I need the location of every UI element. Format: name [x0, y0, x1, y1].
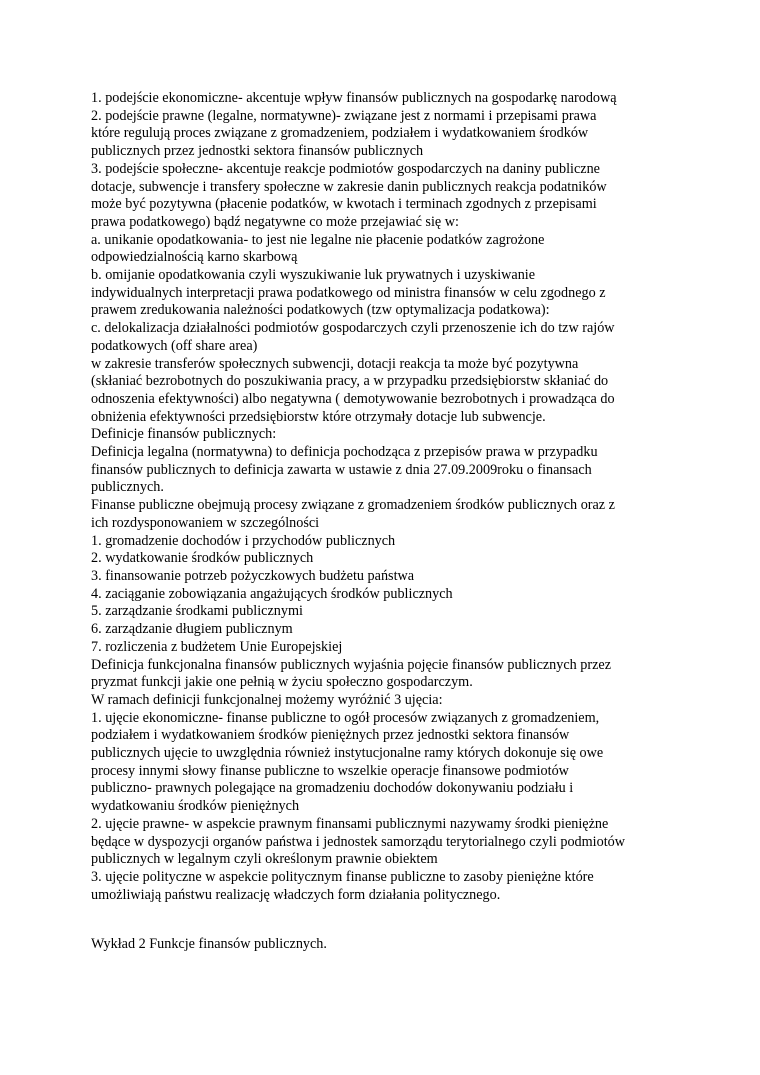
text-line: 6. zarządzanie długiem publicznym — [91, 621, 293, 638]
text-line: 2. podejście prawne (legalne, normatywne)- związane jest z normami i przepisami prawa — [91, 107, 597, 124]
text-line: publicznych w legalnym czyli określonym prawnie obiektem — [91, 851, 438, 868]
text-line: c. delokalizacja działalności podmiotów gospodarczych czyli przenoszenie ich do tzw rajów — [91, 320, 615, 337]
text-line: a. unikanie opodatkowania- to jest nie legalne nie płacenie podatków zagrożone — [91, 231, 545, 248]
text-line: 3. ujęcie polityczne w aspekcie politycznym finanse publiczne to zasoby pieniężne które — [91, 868, 594, 885]
text-line: prawa podatkowego) bądź negatywne co może przejawiać się w: — [91, 213, 459, 230]
text-line: odnoszenia efektywności) albo negatywna ( demotywowanie bezrobotnych i prowadząca do — [91, 390, 615, 407]
text-line: 5. zarządzanie środkami publicznymi — [91, 603, 303, 620]
text-line: 2. ujęcie prawne- w aspekcie prawnym finansami publicznymi nazywamy środki pieniężne — [91, 815, 609, 832]
text-line: 4. zaciąganie zobowiązania angażujących środków publicznych — [91, 585, 453, 602]
lecture-heading: Wykład 2 Funkcje finansów publicznych. — [91, 936, 327, 952]
text-line: umożliwiają państwu realizację władczych form działania politycznego. — [91, 886, 501, 903]
text-line: Definicja funkcjonalna finansów publicznych wyjaśnia pojęcie finansów publicznych przez — [91, 656, 612, 673]
text-line: 1. ujęcie ekonomiczne- finanse publiczne to ogół procesów związanych z gromadzeniem, — [91, 709, 600, 726]
text-line: 3. finansowanie potrzeb pożyczkowych budżetu państwa — [91, 567, 415, 584]
text-line: które regulują proces związane z gromadzeniem, podziałem i wydatkowaniem środków — [91, 125, 589, 142]
text-line: b. omijanie opodatkowania czyli wyszukiwanie luk prywatnych i uzyskiwanie — [91, 267, 536, 284]
text-line: Definicje finansów publicznych: — [91, 426, 277, 443]
text-line: publicznych ujęcie to uwzględnia również instytucjonalne ramy których dokonuje się owe — [91, 745, 604, 762]
text-line: publicznych przez jednostki sektora finansów publicznych — [91, 143, 424, 160]
text-line: 2. wydatkowanie środków publicznych — [91, 550, 314, 567]
text-line: procesy innymi słowy finanse publiczne to wszelkie operacje finansowe podmiotów — [91, 762, 569, 779]
document-body — [91, 90, 681, 904]
text-line: indywidualnych interpretacji prawa podatkowego od ministra finansów w celu zgodnego z — [91, 284, 606, 301]
text-line: 1. podejście ekonomiczne- akcentuje wpływ finansów publicznych na gospodarkę narodową — [91, 90, 617, 106]
text-line: wydatkowaniu środków pieniężnych — [91, 798, 300, 815]
text-line: (skłaniać bezrobotnych do poszukiwania pracy, a w przypadku przedsiębiorstw skłaniać do — [91, 373, 609, 390]
text-line: dotacje, subwencje i transfery społeczne w zakresie danin publicznych reakcja podatników — [91, 178, 607, 195]
text-line: prawem zredukowania należności podatkowych (tzw optymalizacja podatkowa): — [91, 302, 550, 319]
text-line: 1. gromadzenie dochodów i przychodów publicznych — [91, 532, 396, 549]
text-line: publiczno- prawnych polegające na gromadzeniu dochodów dokonywaniu podziału i — [91, 780, 574, 797]
text-line: podziałem i wydatkowaniem środków pieniężnych przez jednostki sektora finansów — [91, 727, 570, 744]
text-line: 7. rozliczenia z budżetem Unie Europejskiej — [91, 638, 343, 655]
text-line: odpowiedzialnością karno skarbową — [91, 249, 298, 266]
text-line: 3. podejście społeczne- akcentuje reakcje podmiotów gospodarczych na daniny publiczne — [91, 160, 600, 177]
text-line: W ramach definicji funkcjonalnej możemy wyróżnić 3 ujęcia: — [91, 691, 443, 708]
text-line: obniżenia efektywności przedsiębiorstw które otrzymały dotacje lub subwencje. — [91, 408, 546, 425]
text-line: może być pozytywna (płacenie podatków, w kwotach i terminach zgodnych z przepisami — [91, 196, 597, 213]
text-line: publicznych. — [91, 479, 164, 496]
text-line: w zakresie transferów społecznych subwencji, dotacji reakcja ta może być pozytywna — [91, 355, 579, 372]
text-line: podatkowych (off share area) — [91, 337, 258, 354]
text-line: będące w dyspozycji organów państwa i jednostek samorządu terytorialnego czyli podmiotów — [91, 833, 625, 850]
text-line: pryzmat funkcji jakie one pełnią w życiu społeczno gospodarczym. — [91, 674, 473, 691]
text-line: Finanse publiczne obejmują procesy związane z gromadzeniem środków publicznych oraz z — [91, 497, 615, 514]
text-line: Definicja legalna (normatywna) to definicja pochodząca z przepisów prawa w przypadku — [91, 444, 598, 461]
text-line: ich rozdysponowaniem w szczególności — [91, 514, 320, 531]
text-line: finansów publicznych to definicja zawarta w ustawie z dnia 27.09.2009roku o finansach — [91, 461, 592, 478]
